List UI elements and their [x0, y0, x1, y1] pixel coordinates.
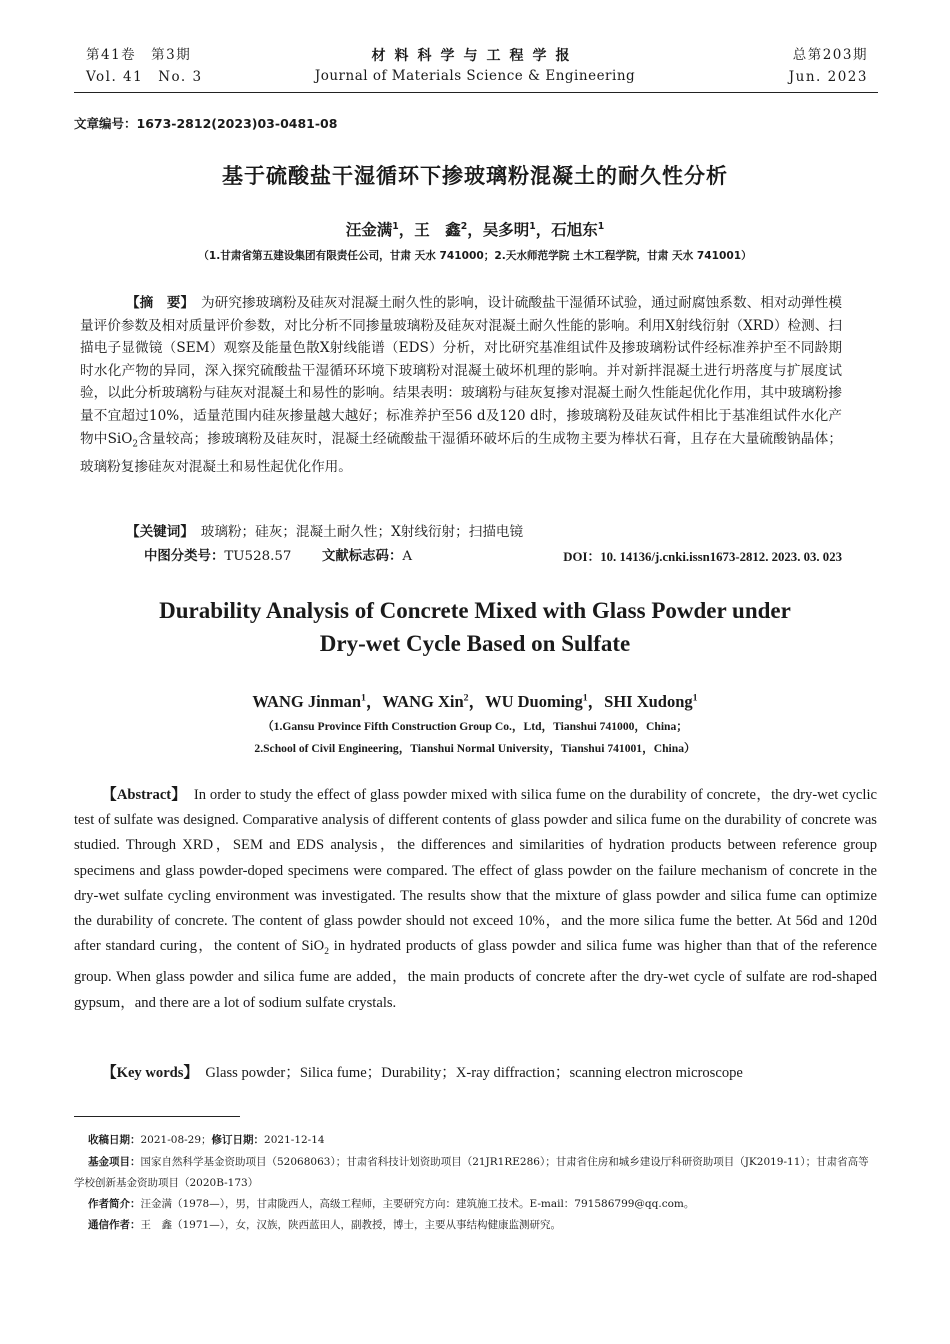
keywords-cn: 【关键词】 玻璃粉；硅灰；混凝土耐久性；X射线衍射；扫描电镜 — [126, 524, 524, 540]
footnote-corresponding: 通信作者：王 鑫（1971—），女，汉族，陕西蓝田人，副教授，博士，主要从事结构健康监测研究。 — [88, 1219, 561, 1231]
author-en: WU Duoming — [485, 692, 583, 711]
abstract-cn-label: 【摘 要】 — [126, 295, 188, 311]
abstract-en-label: 【Abstract】 — [102, 787, 179, 803]
header-rule — [74, 92, 878, 93]
title-en: Durability Analysis of Concrete Mixed with Glass Powder under Dry-wet Cycle Based on Sulfate — [159, 598, 791, 656]
keywords-en-label: 【Key words】 — [102, 1065, 199, 1081]
doi: DOI：10. 14136/j.cnki.issn1673-2812. 2023. 03. 023 — [563, 550, 842, 564]
author-en: WANG Jinman — [252, 692, 362, 711]
abstract-en: 【Abstract】 In order to study the effect of glass powder mixed with silica fume on the durability of concrete，the dry-wet cyclic test of sulfate was designed. Comparative analysis of different contents of glass powder and silica fume on the durability of concrete was studied. Through XRD，SEM and EDS analysis，the differences and similarities of hydration products between reference group specimens and glass powder-doped specimens were compared. The effect of glass powder on the failure mechanism of concrete in the dry-wet sulfate cycling environment was investigated. The results show that the mixture of glass powder and silica fume can optimize the durability of concrete. The content of glass powder should not exceed 10%，and the more silica fume the better. At 56d and 120d after standard curing，the content of SiO$_2$ in hydrated products of glass powder and silica fume was higher than that of the reference group. When glass powder and silica fume are added，the main products of concrete after the dry-wet cycle of sulfate are rod-shaped gypsum，and there are a lot of sodium sulfate crystals. — [74, 787, 878, 1011]
document-code: 文献标志码：A — [322, 549, 413, 564]
authors-cn: 汪金满$^1$，王 鑫$^2$，吴多明$^1$，石旭东$^1$ — [345, 220, 605, 239]
footnote-author: 作者简介：汪金满（1978—），男，甘肃陇西人，高级工程师，主要研究方向：建筑施工技术。E-mail：791586799@qq.com。 — [88, 1198, 695, 1210]
volume-issue-en: Vol. 41 No. 3 — [86, 69, 203, 85]
authors-en: WANG Jinman$^1$，WANG Xin$^2$，WU Duoming$^1$，SHI Xudong$^1$ — [252, 692, 698, 711]
author-cn: 王 鑫 — [414, 221, 461, 239]
volume-issue-cn: 第41卷 第3期 — [86, 47, 192, 63]
footnote-dates: 收稿日期：2021-08-29；修订日期：2021-12-14 — [88, 1134, 325, 1146]
journal-name-en: Journal of Materials Science & Engineering — [314, 68, 636, 84]
keywords-en: 【Key words】 Glass powder；Silica fume；Durability；X-ray diffraction；scanning electron microscope — [102, 1065, 743, 1081]
journal-name-cn: 材料科学与工程学报 — [371, 48, 579, 64]
author-en: WANG Xin — [382, 692, 464, 711]
article-number: 文章编号：1673-2812(2023)03-0481-08 — [74, 116, 338, 131]
keywords-cn-label: 【关键词】 — [126, 524, 188, 540]
title-cn: 基于硫酸盐干湿循环下掺玻璃粉混凝土的耐久性分析 — [222, 164, 728, 188]
issue-date-en: Jun. 2023 — [788, 69, 868, 85]
affiliation-en: （1.Gansu Province Fifth Construction Group Co.，Ltd，Tianshui 741000，China； 2.School of Civil Engineering，Tianshui Normal University，Tianshui 741001，China） — [254, 720, 696, 755]
abstract-cn: 【摘 要】 为研究掺玻璃粉及硅灰对混凝土耐久性的影响，设计硫酸盐干湿循环试验，通过耐腐蚀系数、相对动弹性模量评价参数及相对质量评价参数，对比分析不同掺量玻璃粉及硅灰对混凝土耐久性能的影响。利用X射线衍射（XRD）检测、扫描电子显微镜（SEM）观察及能量色散X射线能谱（EDS）分析，对比研究基准组试件及掺玻璃粉试件经标准养护至不同龄期时水化产物的异同，深入探究硫酸盐干湿循环环境下玻璃粉对混凝土破坏机理的影响。并对新拌混凝土进行坍落度与扩展度试验，以此分析玻璃粉与硅灰对混凝土和易性的影响。结果表明：玻璃粉与硅灰复掺对混凝土耐久性能起优化作用，其中玻璃粉掺量不宜超过10%，适量范围内硅灰掺量越大越好；标准养护至56 d及120 d时，掺玻璃粉及硅灰试件相比于基准组试件水化产物中SiO$_2$含量较高；掺玻璃粉及硅灰时，混凝土经硫酸盐干湿循环破坏后的生成物主要为棒状石膏，且存在大量硫酸钠晶体；玻璃粉复掺硅灰对混凝土和易性起优化作用。 — [80, 295, 843, 475]
author-en: SHI Xudong — [604, 692, 693, 711]
clc-number: 中图分类号：TU528.57 — [144, 549, 292, 564]
affiliation-cn: （1.甘肃省第五建设集团有限责任公司，甘肃 天水 741000；2.天水师范学院 土木工程学院，甘肃 天水 741001） — [198, 250, 752, 262]
author-cn: 石旭东 — [551, 221, 598, 239]
total-issue-cn: 总第203期 — [792, 47, 868, 63]
author-cn: 汪金满 — [345, 221, 393, 239]
author-cn: 吴多明 — [482, 221, 530, 239]
footnote-fund: 基金项目：国家自然科学基金资助项目（52068063）；甘肃省科技计划资助项目（21JR1RE286）；甘肃省住房和城乡建设厅科研资助项目（JK2019-11）；甘肃省高等学校创新基金资助项目（2020B-173） — [74, 1156, 869, 1189]
footnote-rule — [74, 1116, 240, 1117]
